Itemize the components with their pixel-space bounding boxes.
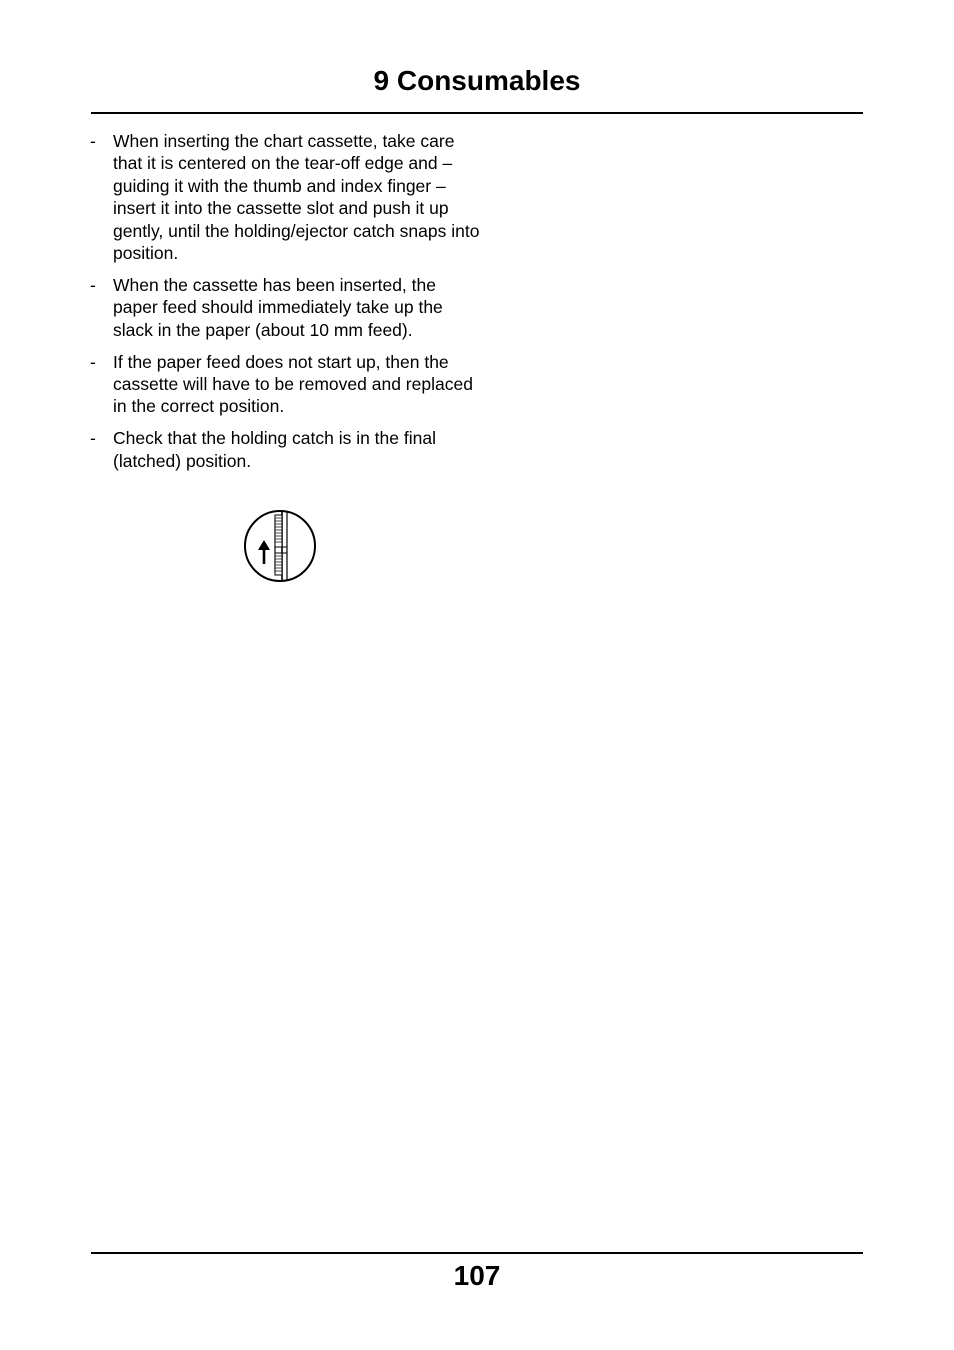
list-item [90, 130, 480, 264]
footer-divider [91, 1252, 863, 1254]
list-bullet: - [90, 274, 96, 295]
holding-catch-latched-icon [243, 509, 317, 583]
instruction-list [90, 130, 480, 482]
list-item [90, 274, 480, 341]
list-item-text: When the cassette has been inserted, the paper feed should immediately take up the slack in the paper (about 10 mm feed). [113, 274, 443, 340]
list-item [90, 427, 480, 472]
list-item-text: Check that the holding catch is in the final (latched) position. [113, 428, 436, 471]
list-bullet: - [90, 351, 96, 372]
chapter-title: 9 Consumables [373, 65, 581, 96]
page-number: 107 [453, 1260, 501, 1291]
list-item-text: If the paper feed does not start up, then the cassette will have to be removed and replaced in the correct position. [113, 351, 473, 417]
list-bullet: - [90, 428, 96, 449]
header-divider [91, 112, 863, 114]
list-item-text: When inserting the chart cassette, take care that it is centered on the tear-off edge and – guiding it with the thumb and index finger – insert it into the cassette slot and push it up gently, until the holding/ejector catch snaps into position. [113, 131, 480, 264]
list-bullet: - [90, 131, 96, 151]
list-item [90, 351, 480, 418]
